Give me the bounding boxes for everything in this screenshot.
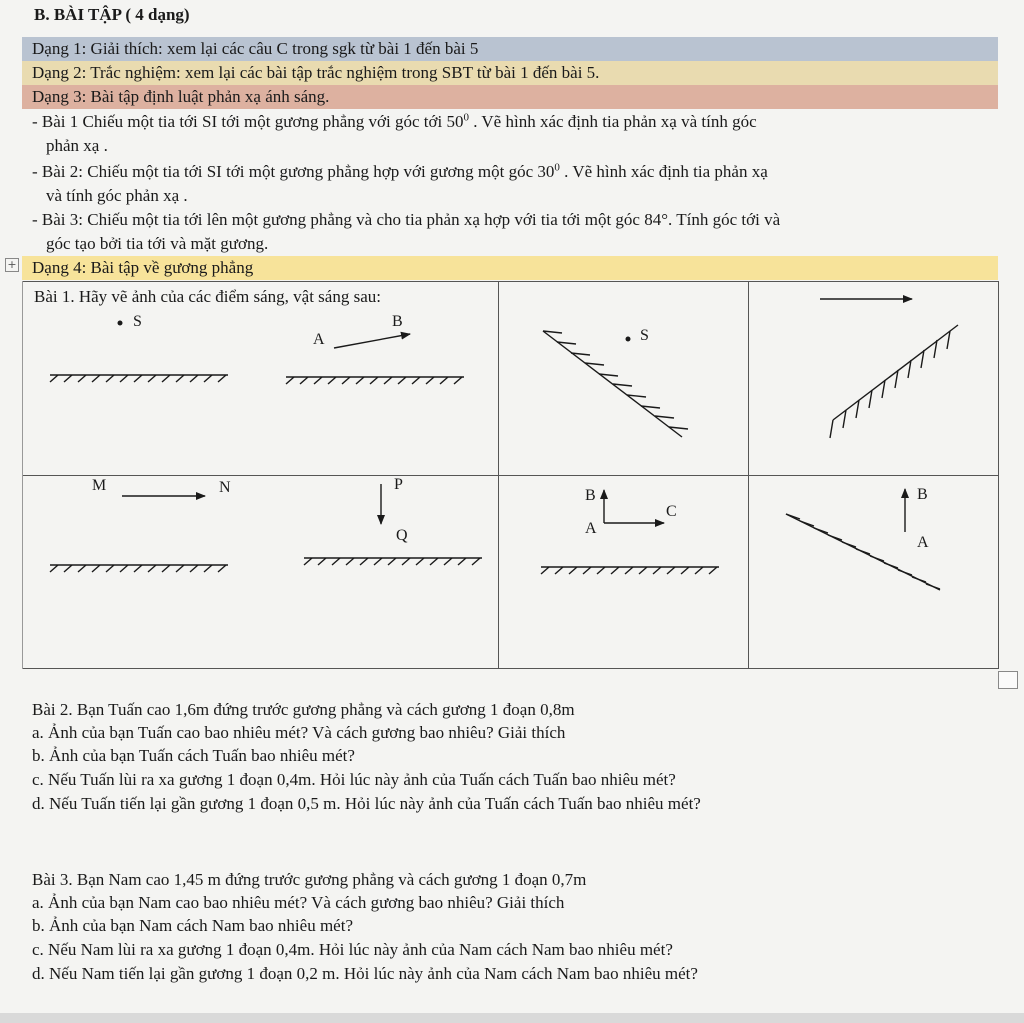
dang1-text: Dạng 1: Giải thích: xem lại các câu C trong sgk từ bài 1 đến bài 5 [32, 39, 479, 58]
label-q: Q [396, 527, 408, 544]
problem-2-c: c. Nếu Tuấn lùi ra xa gương 1 đoạn 0,4m. Hỏi lúc này ảnh của Tuấn cách Tuấn bao nhiêu mét? [32, 770, 676, 789]
problem-3-a: a. Ảnh của bạn Nam cao bao nhiêu mét? Và cách gương bao nhiêu? Giải thích [32, 893, 565, 912]
label-b-3: B [585, 487, 596, 504]
problem-3-b: b. Ảnh của bạn Nam cách Nam bao nhiêu mét? [32, 916, 353, 935]
label-c-3: C [666, 503, 677, 520]
mirror-5 [50, 565, 228, 572]
table-move-handle-icon[interactable]: + [5, 258, 19, 272]
mirror-1 [50, 375, 228, 382]
label-m: M [92, 477, 107, 494]
dang3-text: Dạng 3: Bài tập định luật phản xạ ánh sáng. [32, 87, 330, 106]
label-a-3: A [585, 520, 597, 537]
mirror-6 [304, 558, 482, 565]
point-s-1 [118, 321, 123, 326]
label-a-1: A [313, 331, 325, 348]
cell-3-figure [543, 327, 688, 437]
problem-3-c: c. Nếu Nam lùi ra xa gương 1 đoạn 0,4m. Hỏi lúc này ảnh của Nam cách Nam bao nhiêu mét? [32, 940, 673, 959]
mirror-7 [541, 567, 719, 574]
problem-2-title: Bài 2. Bạn Tuấn cao 1,6m đứng trước gương phẳng và cách gương 1 đoạn 0,8m [32, 700, 575, 719]
page-bottom-edge [0, 1013, 1024, 1023]
arrow-ab [334, 334, 410, 348]
cell-2-figure [286, 313, 464, 384]
cell-8-figure [786, 486, 940, 590]
label-a-4: A [917, 534, 929, 551]
dang4-text: Dạng 4: Bài tập về gương phẳng [32, 258, 254, 277]
section-title: B. BÀI TẬP ( 4 dạng) [34, 5, 190, 24]
cell-4-figure [820, 299, 958, 438]
problem-2-a: a. Ảnh của bạn Tuấn cao bao nhiêu mét? Và cách gương bao nhiêu? Giải thích [32, 723, 566, 742]
problem-3-title: Bài 3. Bạn Nam cao 1,45 m đứng trước gương phẳng và cách gương 1 đoạn 0,7m [32, 870, 587, 889]
exercise-3-line-2: góc tạo bởi tia tới và mặt gương. [46, 234, 269, 253]
problem-3-d: d. Nếu Nam tiến lại gần gương 1 đoạn 0,2 m. Hỏi lúc này ảnh của Nam cách Nam bao nhiêu mét? [32, 964, 698, 983]
cell-1-figure [50, 313, 228, 382]
point-s-2 [626, 337, 631, 342]
label-p: P [394, 476, 403, 493]
mirror-3 [543, 331, 688, 437]
cell-5-figure [50, 477, 231, 572]
label-s-1: S [133, 313, 142, 330]
cell-7-figure [541, 487, 719, 574]
dang2-text: Dạng 2: Trắc nghiệm: xem lại các bài tập trắc nghiệm trong SBT từ bài 1 đến bài 5. [32, 63, 600, 82]
mirror-8 [786, 514, 940, 590]
label-b-4: B [917, 486, 928, 503]
label-b-1: B [392, 313, 403, 330]
problem-2-d: d. Nếu Tuấn tiến lại gần gương 1 đoạn 0,5 m. Hỏi lúc này ảnh của Tuấn cách Tuấn bao nhiêu mét? [32, 794, 701, 813]
mirror-4 [830, 325, 958, 438]
label-n: N [219, 479, 231, 496]
exercise-3-line-1: - Bài 3: Chiếu một tia tới lên một gương phẳng và cho tia phản xạ hợp với tia tới một góc 84°. Tính góc tới và [32, 210, 781, 229]
label-s-2: S [640, 327, 649, 344]
exercise-1-line-1: - Bài 1 Chiếu một tia tới SI tới một gương phẳng với góc tới $50^0$ . Vẽ hình xác định tia phản xạ và tính góc [32, 111, 757, 131]
table-header-text: Bài 1. Hãy vẽ ảnh của các điểm sáng, vật sáng sau: [34, 287, 381, 306]
exercise-2-line-1: - Bài 2: Chiếu một tia tới SI tới một gương phẳng hợp với gương một góc $30^0$ . Vẽ hình xác định tia phản xạ [32, 161, 768, 181]
exercise-2-line-2: và tính góc phản xạ . [46, 186, 188, 205]
problem-2-b: b. Ảnh của bạn Tuấn cách Tuấn bao nhiêu mét? [32, 746, 355, 765]
cell-6-figure [304, 476, 482, 565]
mirror-2 [286, 377, 464, 384]
exercise-1-line-2: phản xạ . [46, 136, 108, 155]
